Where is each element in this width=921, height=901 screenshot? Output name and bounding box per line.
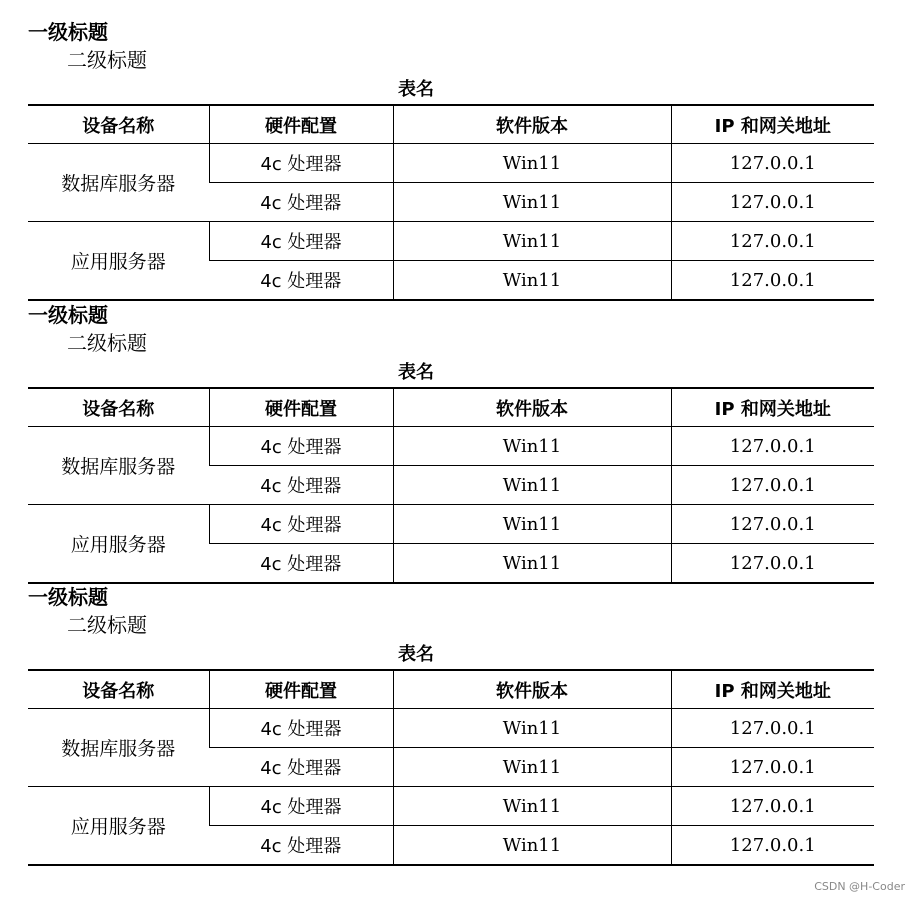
ip-cell: 127.0.0.1 xyxy=(671,183,874,222)
software-cell: Win11 xyxy=(393,544,671,584)
device-table xyxy=(28,387,874,584)
heading-level-2: 二级标题 xyxy=(67,48,147,72)
hardware-cell: 4c 处理器 xyxy=(209,748,393,787)
header-ip: IP 和网关地址 xyxy=(671,388,874,427)
hardware-cell: 4c 处理器 xyxy=(209,466,393,505)
header-ip: IP 和网关地址 xyxy=(671,670,874,709)
hardware-cell: 4c 处理器 xyxy=(209,787,393,826)
table-caption: 表名 xyxy=(398,362,434,383)
header-hardware: 硬件配置 xyxy=(209,670,393,709)
heading-level-1: 一级标题 xyxy=(28,20,108,44)
table-header-row xyxy=(28,105,874,144)
header-device-name: 设备名称 xyxy=(82,680,155,702)
ip-cell: 127.0.0.1 xyxy=(671,222,874,261)
ip-cell: 127.0.0.1 xyxy=(671,466,874,505)
table-row xyxy=(28,427,874,466)
device-name-cell: 应用服务器 xyxy=(28,222,209,301)
software-cell: Win11 xyxy=(393,787,671,826)
ip-cell: 127.0.0.1 xyxy=(671,748,874,787)
ip-cell: 127.0.0.1 xyxy=(671,261,874,301)
table-row xyxy=(28,505,874,544)
software-cell: Win11 xyxy=(393,466,671,505)
table-header-row xyxy=(28,388,874,427)
table-caption: 表名 xyxy=(398,79,434,100)
heading-level-2: 二级标题 xyxy=(67,331,147,355)
hardware-cell: 4c 处理器 xyxy=(209,261,393,301)
software-cell: Win11 xyxy=(393,748,671,787)
table-row xyxy=(28,222,874,261)
watermark: CSDN @H-Coder xyxy=(814,880,905,893)
ip-cell: 127.0.0.1 xyxy=(671,787,874,826)
software-cell: Win11 xyxy=(393,427,671,466)
header-ip: IP 和网关地址 xyxy=(671,105,874,144)
software-cell: Win11 xyxy=(393,222,671,261)
device-name-cell: 数据库服务器 xyxy=(28,427,209,505)
header-device-name: 设备名称 xyxy=(82,398,155,420)
device-table xyxy=(28,669,874,866)
heading-level-1: 一级标题 xyxy=(28,303,108,327)
table-header-row xyxy=(28,670,874,709)
hardware-cell: 4c 处理器 xyxy=(209,222,393,261)
heading-level-2: 二级标题 xyxy=(67,613,147,637)
header-hardware: 硬件配置 xyxy=(209,388,393,427)
software-cell: Win11 xyxy=(393,709,671,748)
ip-cell: 127.0.0.1 xyxy=(671,427,874,466)
hardware-cell: 4c 处理器 xyxy=(209,144,393,183)
software-cell: Win11 xyxy=(393,183,671,222)
ip-cell: 127.0.0.1 xyxy=(671,709,874,748)
table-row xyxy=(28,709,874,748)
software-cell: Win11 xyxy=(393,261,671,301)
table-row xyxy=(28,787,874,826)
header-device-name: 设备名称 xyxy=(82,115,155,137)
ip-cell: 127.0.0.1 xyxy=(671,144,874,183)
heading-level-1: 一级标题 xyxy=(28,585,108,609)
hardware-cell: 4c 处理器 xyxy=(209,183,393,222)
header-hardware: 硬件配置 xyxy=(209,105,393,144)
table-caption: 表名 xyxy=(398,644,434,665)
ip-cell: 127.0.0.1 xyxy=(671,826,874,866)
device-name-cell: 应用服务器 xyxy=(28,787,209,866)
device-name-cell: 应用服务器 xyxy=(28,505,209,584)
hardware-cell: 4c 处理器 xyxy=(209,826,393,866)
device-name-cell: 数据库服务器 xyxy=(28,709,209,787)
device-name-cell: 数据库服务器 xyxy=(28,144,209,222)
software-cell: Win11 xyxy=(393,144,671,183)
software-cell: Win11 xyxy=(393,505,671,544)
table-row xyxy=(28,144,874,183)
software-cell: Win11 xyxy=(393,826,671,866)
header-software: 软件版本 xyxy=(393,388,671,427)
hardware-cell: 4c 处理器 xyxy=(209,427,393,466)
hardware-cell: 4c 处理器 xyxy=(209,505,393,544)
device-table xyxy=(28,104,874,301)
header-software: 软件版本 xyxy=(393,105,671,144)
ip-cell: 127.0.0.1 xyxy=(671,544,874,584)
hardware-cell: 4c 处理器 xyxy=(209,709,393,748)
header-software: 软件版本 xyxy=(393,670,671,709)
hardware-cell: 4c 处理器 xyxy=(209,544,393,584)
ip-cell: 127.0.0.1 xyxy=(671,505,874,544)
